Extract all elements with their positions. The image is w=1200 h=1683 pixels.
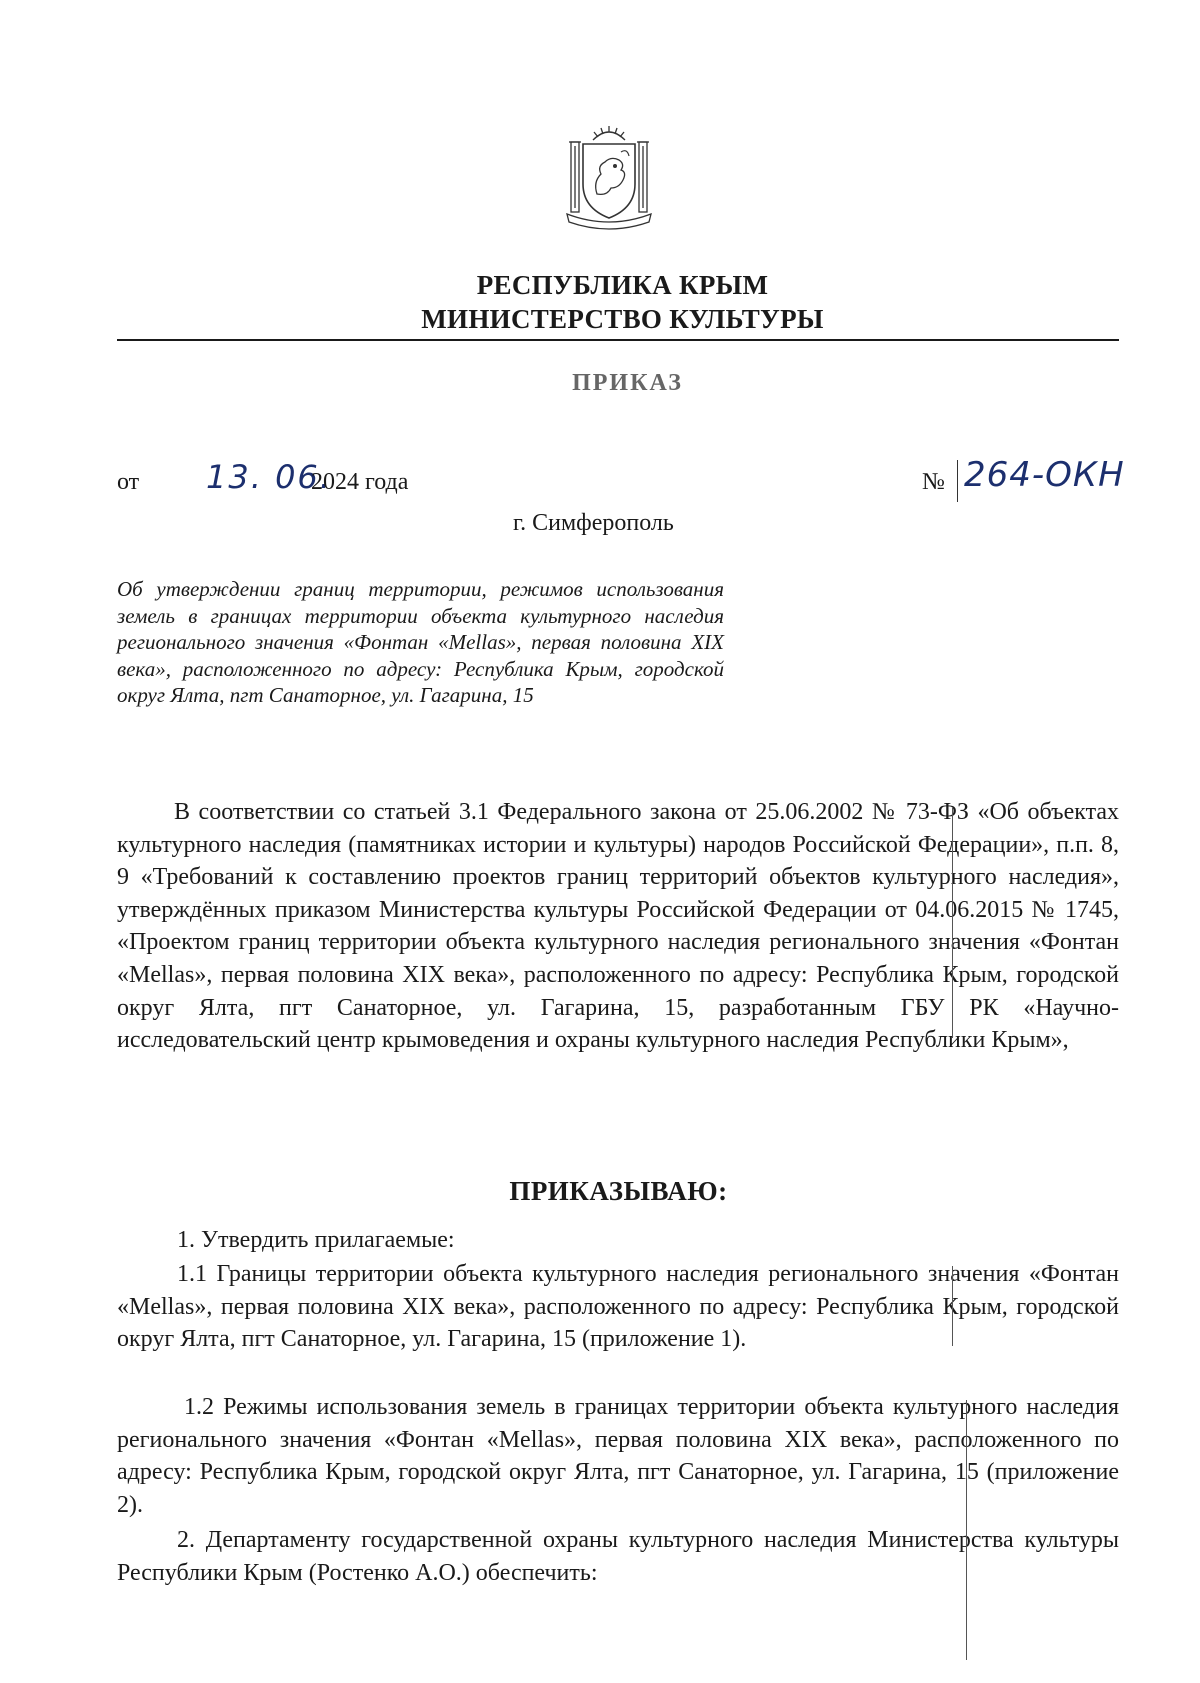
preamble-paragraph: В соответствии со статьей 3.1 Федерального закона от 25.06.2002 № 73-ФЗ «Об объектах культурного наследия (памятниках истории и культуры) народов Российской Федерации», п.п. 8, 9 «Требований к составлению проектов границ территорий объектов культурного наследия», утверждённых приказом Министерства культуры Российской Федерации от 04.06.2015 № 1745, «Проектом границ территории объекта культурного наследия регионального значения «Фонтан «Mellas», первая половина XIX века», расположенного по адресу: Республика Крым, городской округ Ялта, пгт Санаторное, ул. Гагарина, 15, разработанным ГБУ РК «Научно-исследовательский центр крымоведения и охраны культурного наследия Республики Крым», bbox=[117, 799, 1119, 1054]
ministry-heading: МИНИСТЕРСТВО КУЛЬТУРЫ bbox=[421, 304, 824, 334]
scan-artifact-line bbox=[952, 808, 953, 1038]
document-type-title: ПРИКАЗ bbox=[572, 370, 683, 396]
order-item-1: 1. Утвердить прилагаемые: bbox=[177, 1227, 455, 1253]
handwritten-order-number: 264-ОКН bbox=[964, 455, 1125, 495]
number-label: № bbox=[922, 469, 945, 495]
handwritten-date: 13. 06. bbox=[206, 458, 332, 496]
header-divider bbox=[117, 339, 1119, 341]
order-item-2: 2. Департаменту государственной охраны культурного наследия Министерства культуры Республики Крым (Ростенко А.О.) обеспечить: bbox=[117, 1527, 1119, 1586]
number-field-bar bbox=[957, 460, 958, 502]
scan-artifact-line bbox=[952, 1266, 953, 1346]
decree-heading: ПРИКАЗЫВАЮ: bbox=[509, 1176, 728, 1206]
republic-heading: РЕСПУБЛИКА КРЫМ bbox=[476, 270, 769, 300]
order-item-1-1: 1.1 Границы территории объекта культурного наследия регионального значения «Фонтан «Mellas», первая половина XIX века», расположенного по адресу: Республика Крым, городской округ Ялта, пгт Санаторное, ул. Гагарина, 15 (приложение 1). bbox=[117, 1261, 1119, 1353]
coat-of-arms-icon bbox=[563, 122, 655, 234]
order-item-1-2: 1.2 Режимы использования земель в границах территории объекта культурного наследия регионального значения «Фонтан «Mellas», первая половина XIX века», расположенного по адресу: Республика Крым, городской округ Ялта, пгт Санаторное, ул. Гагарина, 15 (приложение 2). bbox=[117, 1394, 1119, 1518]
date-year: 2024 года bbox=[311, 469, 409, 495]
date-label: от bbox=[117, 469, 140, 495]
order-subject: Об утверждении границ территории, режимов использования земель в границах территории объекта культурного наследия регионального значения «Фонтан «Mellas», первая половина XIX века», расположенного по адресу: Республика Крым, городской округ Ялта, пгт Санаторное, ул. Гагарина, 15 bbox=[117, 577, 724, 707]
scan-artifact-line bbox=[966, 1400, 967, 1660]
city-name: г. Симферополь bbox=[513, 510, 674, 536]
